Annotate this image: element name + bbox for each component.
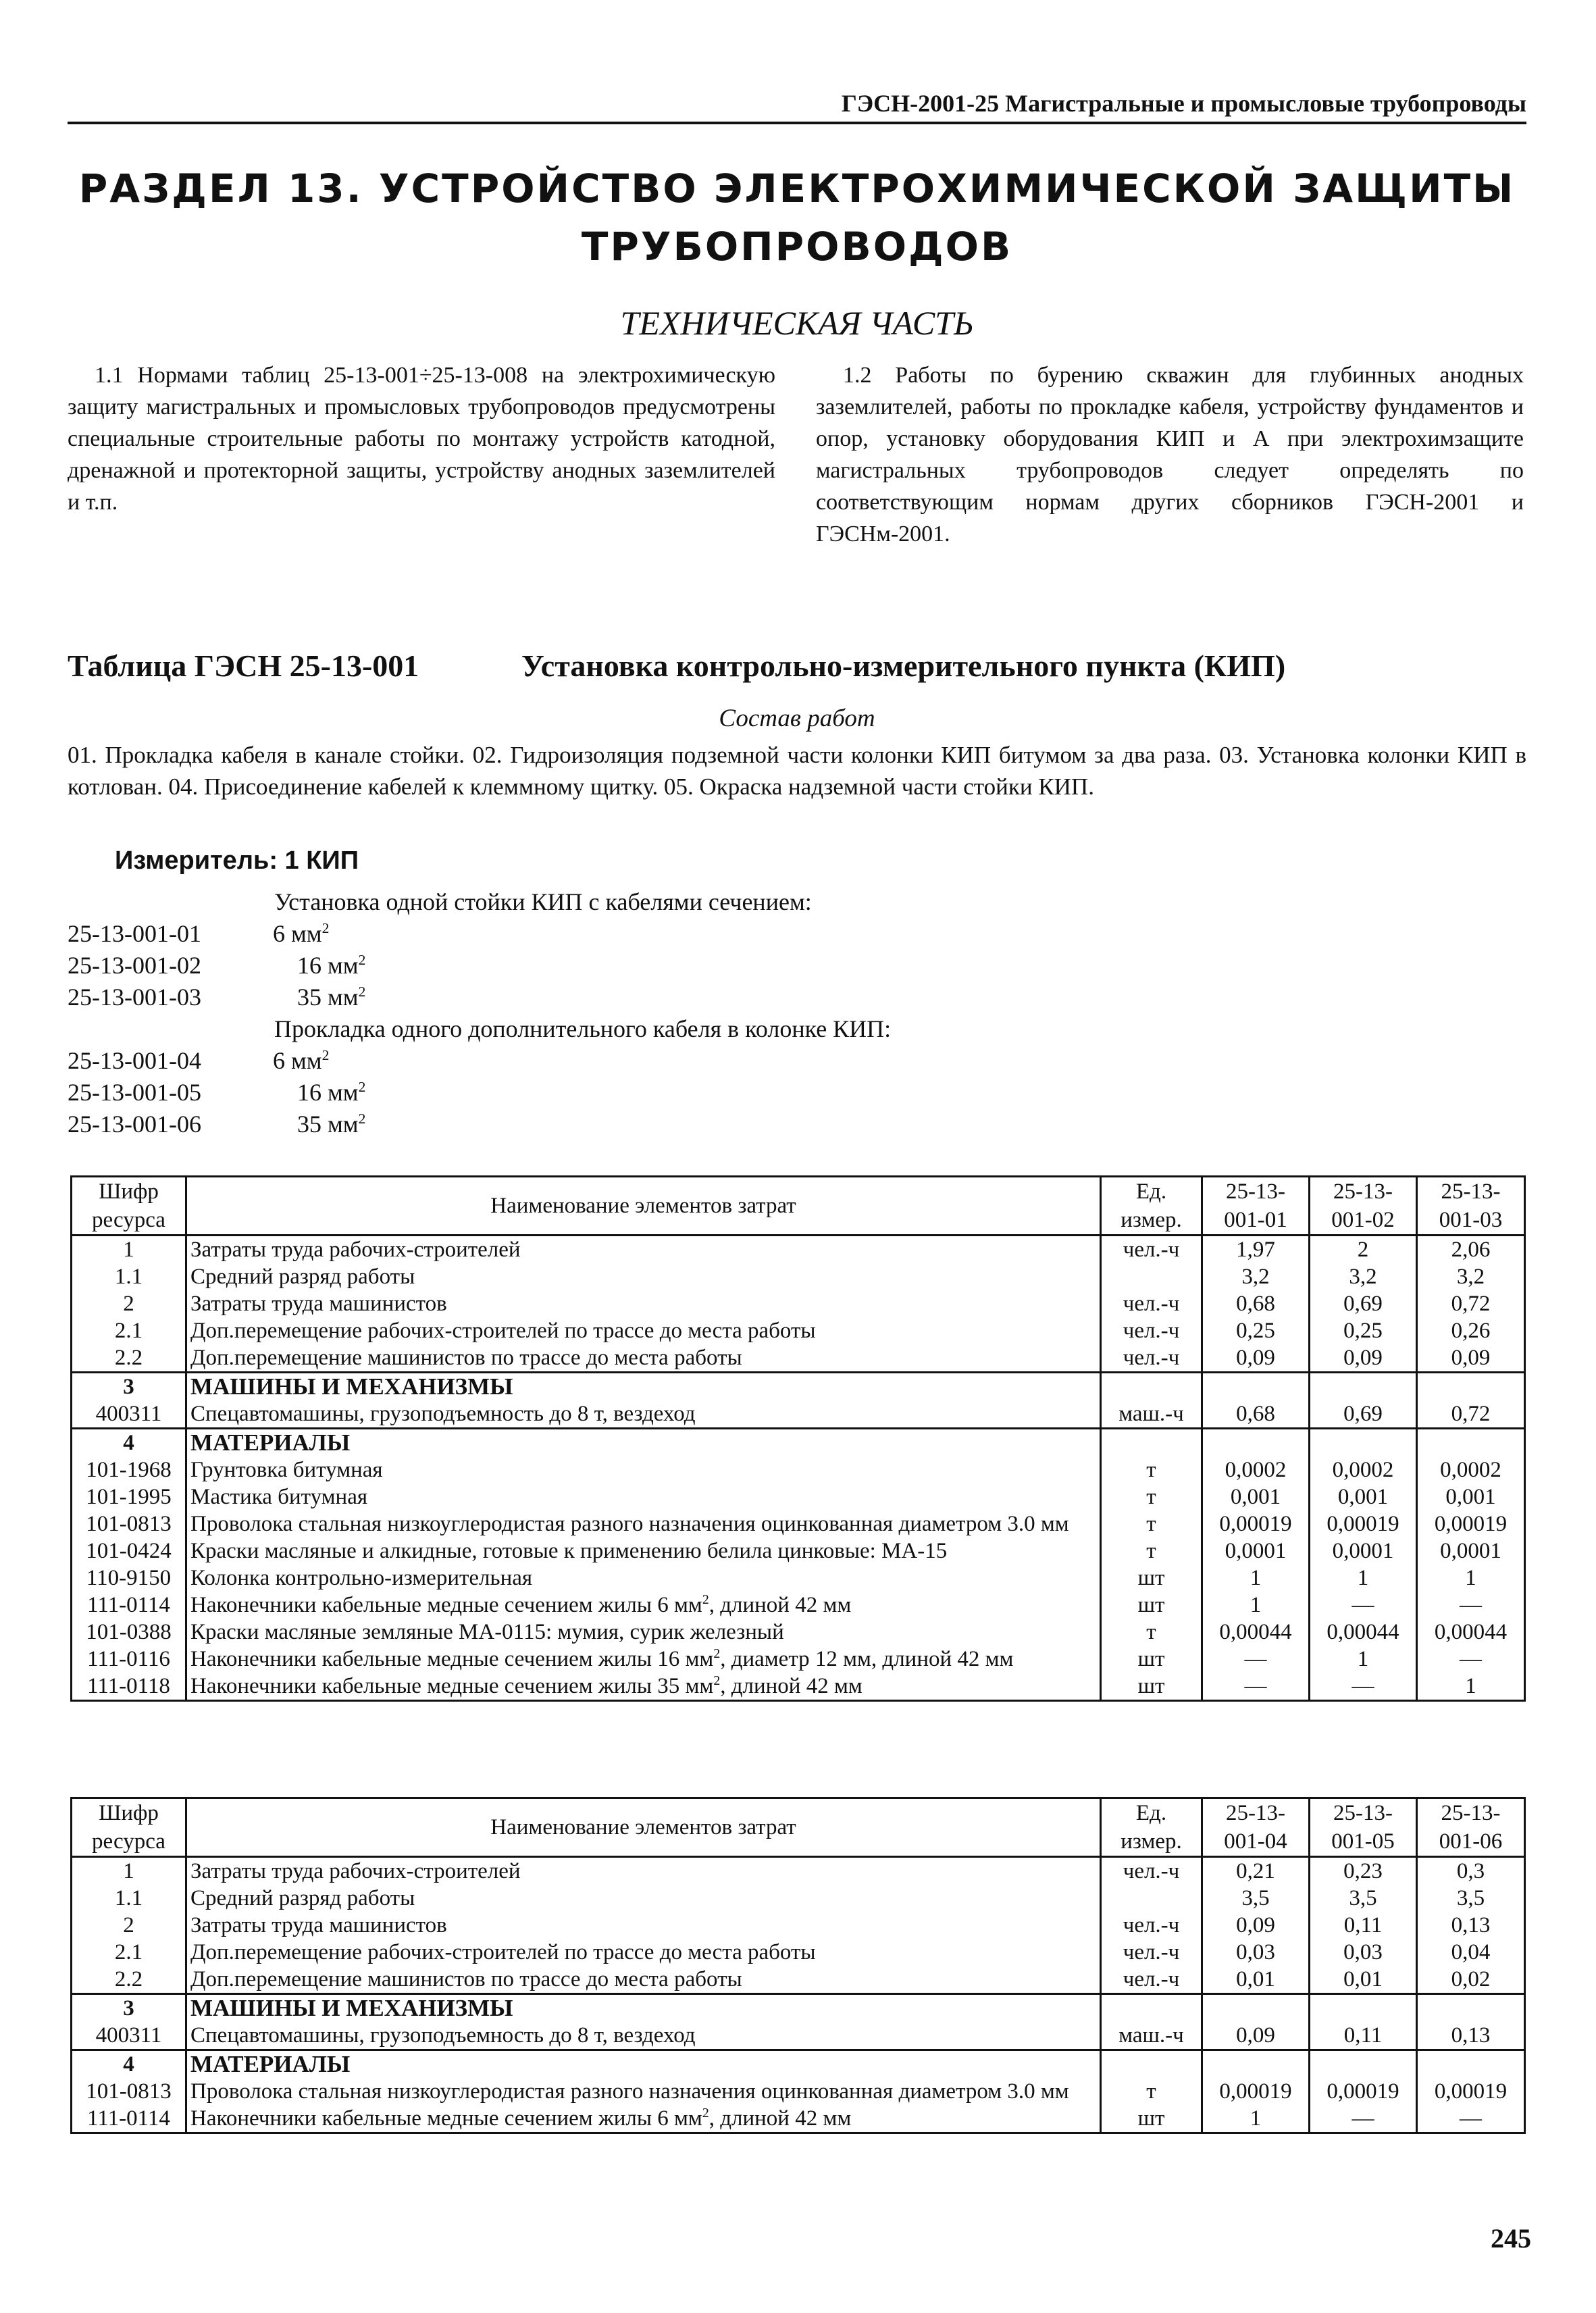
unit-cell: шт	[1101, 2105, 1202, 2133]
spec-code: 25-13-001-02	[68, 952, 201, 979]
unit-cell	[1101, 1994, 1202, 2023]
table-row	[72, 1966, 1525, 1994]
header-code: Шифр ресурса	[72, 1177, 186, 1236]
norm-value-cell: 0,03	[1310, 1939, 1417, 1966]
norm-value-cell: 0,04	[1417, 1939, 1525, 1966]
norm-value-cell: 0,001	[1310, 1483, 1417, 1510]
spec-size-value: 6	[273, 920, 285, 947]
cost-table-2	[70, 1797, 1526, 2134]
table-row	[72, 1537, 1525, 1565]
norm-value-cell: 0,00019	[1202, 1510, 1310, 1537]
norm-value-cell: 1,97	[1202, 1236, 1310, 1264]
norm-value-cell: 0,00044	[1202, 1619, 1310, 1646]
resource-code: 101-0424	[72, 1537, 186, 1565]
table-row	[72, 1673, 1525, 1701]
table-group-row	[72, 2050, 1525, 2079]
norm-value-cell: —	[1310, 1673, 1417, 1701]
spec-group-header	[68, 1013, 1526, 1045]
spec-code: 25-13-001-06	[68, 1111, 201, 1138]
resource-name: Спецавтомашины, грузоподъемность до 8 т, вездеход	[186, 1400, 1101, 1429]
norm-value-cell: 0,00044	[1417, 1619, 1525, 1646]
unit-cell: шт	[1101, 1565, 1202, 1592]
table-group-row	[72, 1429, 1525, 1457]
spec-size-unit: мм	[291, 1047, 322, 1074]
spec-code: 25-13-001-01	[68, 920, 201, 947]
table-row	[72, 1857, 1525, 1885]
resource-code: 2	[72, 1290, 186, 1317]
spec-size-power: 2	[358, 984, 366, 1000]
resource-name: Грунтовка битумная	[186, 1456, 1101, 1483]
header-unit: Ед. измер.	[1101, 1798, 1202, 1857]
spec-size-unit: мм	[328, 952, 359, 979]
unit-cell: т	[1101, 1537, 1202, 1565]
table-row	[72, 1344, 1525, 1373]
resource-code: 2.1	[72, 1317, 186, 1344]
header-code: Шифр ресурса	[72, 1798, 186, 1857]
resource-name-part: , длиной 42 мм	[709, 2106, 852, 2131]
norm-value-cell: 0,09	[1310, 1344, 1417, 1373]
group-title: МАТЕРИАЛЫ	[186, 2050, 1101, 2079]
spec-size	[273, 1045, 329, 1077]
resource-name: Краски масляные земляные МА-0115: мумия, сурик железный	[186, 1619, 1101, 1646]
norm-value-cell: 3,2	[1310, 1263, 1417, 1290]
spec-row	[68, 1077, 1526, 1109]
spec-size-power: 2	[358, 1111, 366, 1127]
spec-size-value: 35	[297, 1111, 321, 1138]
table-row	[72, 1646, 1525, 1673]
norm-value-cell: —	[1417, 2105, 1525, 2133]
norm-value-cell: 3,5	[1202, 1885, 1310, 1912]
table-row	[72, 1565, 1525, 1592]
section-title-line-1: РАЗДЕЛ 13. УСТРОЙСТВО ЭЛЕКТРОХИМИЧЕСКОЙ ЗАЩИТЫ	[78, 166, 1516, 211]
norm-value-cell: 0,69	[1310, 1400, 1417, 1429]
header-norm-col: 25-13-001-04	[1202, 1798, 1310, 1857]
resource-code: 111-0116	[72, 1646, 186, 1673]
table-row	[72, 1456, 1525, 1483]
resource-name-part: , диаметр 12 мм, длиной 42 мм	[720, 1647, 1014, 1671]
unit-cell	[1101, 1885, 1202, 1912]
table-row	[72, 1885, 1525, 1912]
cost-table-1	[70, 1175, 1526, 1702]
spec-group-title: Установка одной стойки КИП с кабелями сечением:	[274, 888, 812, 915]
norm-value-cell: —	[1310, 2105, 1417, 2133]
norm-value-cell	[1310, 2050, 1417, 2079]
norm-value-cell: 0,25	[1202, 1317, 1310, 1344]
spec-size-power: 2	[321, 1047, 330, 1063]
spec-size-unit: мм	[291, 920, 322, 947]
norm-value-cell	[1202, 2050, 1310, 2079]
table-row	[72, 1290, 1525, 1317]
unit-cell: т	[1101, 1510, 1202, 1537]
table-heading	[68, 647, 1526, 685]
unit-cell: шт	[1101, 1646, 1202, 1673]
resource-code: 111-0114	[72, 2105, 186, 2133]
resource-code: 4	[72, 1429, 186, 1457]
norm-value-cell	[1202, 1994, 1310, 2023]
resource-name: Затраты труда рабочих-строителей	[186, 1236, 1101, 1264]
resource-name-part: Наконечники кабельные медные сечением жилы 6 мм	[190, 1593, 702, 1617]
resource-name: Доп.перемещение машинистов по трассе до места работы	[186, 1344, 1101, 1373]
norm-value-cell: 0,69	[1310, 1290, 1417, 1317]
table-row	[72, 1912, 1525, 1939]
spec-size-value: 35	[297, 984, 321, 1011]
resource-code: 111-0114	[72, 1592, 186, 1619]
unit-cell: маш.-ч	[1101, 1400, 1202, 1429]
norm-value-cell	[1310, 1994, 1417, 2023]
norm-value-cell: 1	[1417, 1673, 1525, 1701]
norm-value-cell: 0,13	[1417, 2022, 1525, 2050]
spec-size	[297, 982, 365, 1013]
spec-size	[273, 918, 329, 950]
table-group-row	[72, 1994, 1525, 2023]
norm-value-cell: 0,00019	[1417, 2078, 1525, 2105]
norm-value-cell: 1	[1202, 1565, 1310, 1592]
resource-name-part: , длиной 42 мм	[709, 1593, 852, 1617]
unit-cell	[1101, 2050, 1202, 2079]
table-row	[72, 2078, 1525, 2105]
table-row	[72, 1510, 1525, 1537]
norm-value-cell: 1	[1202, 1592, 1310, 1619]
meter-label: Измеритель: 1 КИП	[115, 846, 359, 875]
spec-row	[68, 918, 1526, 950]
header-norm-col: 25-13-001-03	[1417, 1177, 1525, 1236]
header-norm-col: 25-13-001-05	[1310, 1798, 1417, 1857]
norm-value-cell: 3,5	[1417, 1885, 1525, 1912]
spec-size-power: 2	[358, 1079, 366, 1095]
header-norm-col: 25-13-001-06	[1417, 1798, 1525, 1857]
unit-cell	[1101, 1373, 1202, 1401]
resource-code: 101-1968	[72, 1456, 186, 1483]
norm-value-cell: 0,01	[1202, 1966, 1310, 1994]
norm-value-cell: 0,72	[1417, 1290, 1525, 1317]
norm-value-cell: 1	[1310, 1565, 1417, 1592]
unit-cell: чел.-ч	[1101, 1912, 1202, 1939]
norm-value-cell: 0,13	[1417, 1912, 1525, 1939]
spec-code: 25-13-001-03	[68, 984, 201, 1011]
spec-row	[68, 982, 1526, 1013]
norm-value-cell: 0,11	[1310, 1912, 1417, 1939]
norm-value-cell: 0,03	[1202, 1939, 1310, 1966]
norm-value-cell: 3,2	[1417, 1263, 1525, 1290]
norm-value-cell: 0,26	[1417, 1317, 1525, 1344]
unit-cell: шт	[1101, 1592, 1202, 1619]
norm-value-cell	[1202, 1429, 1310, 1457]
resource-code: 1	[72, 1857, 186, 1885]
norm-value-cell: 0,68	[1202, 1290, 1310, 1317]
resource-code: 101-0813	[72, 2078, 186, 2105]
norm-value-cell: 0,25	[1310, 1317, 1417, 1344]
resource-code: 101-0388	[72, 1619, 186, 1646]
header-norm-col: 25-13-001-01	[1202, 1177, 1310, 1236]
spec-size	[297, 1077, 365, 1109]
resource-name: Доп.перемещение рабочих-строителей по трассе до места работы	[186, 1317, 1101, 1344]
norm-value-cell: 0,0002	[1310, 1456, 1417, 1483]
resource-name-power: 2	[702, 2106, 709, 2120]
norm-value-cell	[1310, 1373, 1417, 1401]
table-row	[72, 1400, 1525, 1429]
norm-value-cell: 0,01	[1310, 1966, 1417, 1994]
resource-name: Краски масляные и алкидные, готовые к применению белила цинковые: МА-15	[186, 1537, 1101, 1565]
header-name: Наименование элементов затрат	[186, 1177, 1101, 1236]
resource-code: 1.1	[72, 1263, 186, 1290]
norm-value-cell: 0,00044	[1310, 1619, 1417, 1646]
norm-value-cell	[1417, 2050, 1525, 2079]
resource-name: Проволока стальная низкоуглеродистая разного назначения оцинкованная диаметром 3.0 мм	[186, 2078, 1101, 2105]
resource-name: Мастика битумная	[186, 1483, 1101, 1510]
table-header-row	[72, 1798, 1525, 1857]
norm-value-cell: 0,68	[1202, 1400, 1310, 1429]
spec-size-value: 16	[297, 952, 321, 979]
header-name: Наименование элементов затрат	[186, 1798, 1101, 1857]
norm-value-cell: 0,02	[1417, 1966, 1525, 1994]
spec-size-unit: мм	[328, 1079, 359, 1106]
norm-value-cell: 1	[1417, 1565, 1525, 1592]
resource-code: 400311	[72, 2022, 186, 2050]
unit-cell: т	[1101, 2078, 1202, 2105]
header-norm-col: 25-13-001-02	[1310, 1177, 1417, 1236]
unit-cell: чел.-ч	[1101, 1344, 1202, 1373]
spec-size-unit: мм	[328, 984, 359, 1011]
resource-code: 110-9150	[72, 1565, 186, 1592]
spec-size-power: 2	[321, 920, 330, 936]
resource-code: 1.1	[72, 1885, 186, 1912]
resource-name: Проволока стальная низкоуглеродистая разного назначения оцинкованная диаметром 3.0 мм	[186, 1510, 1101, 1537]
technical-paragraph-2: 1.2 Работы по бурению скважин для глубинных анодных заземлителей, работы по прокладке кабеля, устройству фундаментов и опор, установку оборудования КИП и А при электрохимзащите магистральных трубопроводов следует определять по соответствующим нормам других сборников ГЭСН-2001 и ГЭСНм-2001.	[816, 363, 1524, 547]
resource-name: Доп.перемещение машинистов по трассе до места работы	[186, 1966, 1101, 1994]
spec-size-unit: мм	[328, 1111, 359, 1138]
table-header-row	[72, 1177, 1525, 1236]
table-row	[72, 2022, 1525, 2050]
table-row	[72, 1236, 1525, 1264]
norm-value-cell	[1417, 1429, 1525, 1457]
composition-text: 01. Прокладка кабеля в канале стойки. 02. Гидроизоляция подземной части колонки КИП битумом за два раза. 03. Установка колонки КИП в котлован. 04. Присоединение кабелей к клеммному щитку. 05. Окраска надземной части стойки КИП.	[68, 742, 1526, 800]
spec-size-value: 6	[273, 1047, 285, 1074]
resource-code: 400311	[72, 1400, 186, 1429]
resource-name	[186, 1592, 1101, 1619]
resource-code: 111-0118	[72, 1673, 186, 1701]
resource-code: 2.2	[72, 1966, 186, 1994]
norm-value-cell: 0,09	[1202, 1344, 1310, 1373]
resource-code: 3	[72, 1994, 186, 2023]
technical-paragraph-1: 1.1 Нормами таблиц 25-13-001÷25-13-008 на электрохимическую защиту магистральных и промысловых трубопроводов предусмотрены специальные строительные работы по монтажу устройств катодной, дренажной и протекторной защиты, устройству анодных заземлителей и т.п.	[68, 363, 775, 515]
table-row	[72, 1483, 1525, 1510]
norm-value-cell: 0,72	[1417, 1400, 1525, 1429]
spec-size-power: 2	[358, 952, 366, 968]
norm-value-cell: 0,09	[1417, 1344, 1525, 1373]
section-title	[68, 159, 1526, 276]
norm-value-cell: 1	[1202, 2105, 1310, 2133]
unit-cell: маш.-ч	[1101, 2022, 1202, 2050]
resource-code: 2.1	[72, 1939, 186, 1966]
spec-code: 25-13-001-04	[68, 1047, 201, 1074]
table-row	[72, 1619, 1525, 1646]
unit-cell: чел.-ч	[1101, 1857, 1202, 1885]
resource-name: Затраты труда машинистов	[186, 1912, 1101, 1939]
norm-value-cell: —	[1417, 1646, 1525, 1673]
norm-value-cell: 0,23	[1310, 1857, 1417, 1885]
group-title: МАТЕРИАЛЫ	[186, 1429, 1101, 1457]
table-row	[72, 2105, 1525, 2133]
resource-code: 2.2	[72, 1344, 186, 1373]
norm-value-cell: 0,0001	[1417, 1537, 1525, 1565]
norm-value-cell: 0,0002	[1202, 1456, 1310, 1483]
header-unit: Ед. измер.	[1101, 1177, 1202, 1236]
spec-row	[68, 1045, 1526, 1077]
resource-name: Спецавтомашины, грузоподъемность до 8 т, вездеход	[186, 2022, 1101, 2050]
resource-code: 101-1995	[72, 1483, 186, 1510]
resource-name-power: 2	[713, 1646, 721, 1661]
table-group-row	[72, 1373, 1525, 1401]
norm-value-cell: 3,2	[1202, 1263, 1310, 1290]
spec-size-value: 16	[297, 1079, 321, 1106]
norm-value-cell: 0,0002	[1417, 1456, 1525, 1483]
norm-value-cell: —	[1310, 1592, 1417, 1619]
unit-cell	[1101, 1263, 1202, 1290]
spec-row	[68, 950, 1526, 982]
spec-size	[297, 950, 365, 982]
unit-cell: чел.-ч	[1101, 1939, 1202, 1966]
unit-cell: чел.-ч	[1101, 1290, 1202, 1317]
norm-value-cell: 1	[1310, 1646, 1417, 1673]
resource-name: Колонка контрольно-измерительная	[186, 1565, 1101, 1592]
spec-code: 25-13-001-05	[68, 1079, 201, 1106]
resource-name-part: Наконечники кабельные медные сечением жилы 35 мм	[190, 1674, 714, 1698]
norm-value-cell: 0,3	[1417, 1857, 1525, 1885]
unit-cell: шт	[1101, 1673, 1202, 1701]
norm-value-cell: 0,09	[1202, 2022, 1310, 2050]
norm-value-cell	[1417, 1994, 1525, 2023]
norm-value-cell: —	[1202, 1673, 1310, 1701]
unit-cell: т	[1101, 1456, 1202, 1483]
unit-cell: чел.-ч	[1101, 1966, 1202, 1994]
table-code: Таблица ГЭСН 25-13-001	[68, 649, 419, 683]
norm-value-cell: 0,00019	[1310, 1510, 1417, 1537]
resource-name	[186, 1646, 1101, 1673]
section-title-line-2: ТРУБОПРОВОДОВ	[581, 224, 1013, 270]
spec-group-title: Прокладка одного дополнительного кабеля в колонке КИП:	[274, 1015, 892, 1042]
resource-name-power: 2	[702, 1592, 709, 1607]
resource-name	[186, 2105, 1101, 2133]
running-header: ГЭСН-2001-25 Магистральные и промысловые трубопроводы	[68, 88, 1526, 124]
norm-value-cell: 0,00019	[1417, 1510, 1525, 1537]
technical-part-title: ТЕХНИЧЕСКАЯ ЧАСТЬ	[620, 304, 974, 342]
unit-cell	[1101, 1429, 1202, 1457]
resource-name: Затраты труда машинистов	[186, 1290, 1101, 1317]
resource-name: Затраты труда рабочих-строителей	[186, 1857, 1101, 1885]
resource-code: 101-0813	[72, 1510, 186, 1537]
table-row	[72, 1317, 1525, 1344]
norm-value-cell: 0,0001	[1202, 1537, 1310, 1565]
resource-name: Доп.перемещение рабочих-строителей по трассе до места работы	[186, 1939, 1101, 1966]
norm-value-cell	[1417, 1373, 1525, 1401]
spec-row	[68, 1109, 1526, 1140]
resource-name: Средний разряд работы	[186, 1263, 1101, 1290]
resource-code: 4	[72, 2050, 186, 2079]
norm-value-cell: 2	[1310, 1236, 1417, 1264]
unit-cell: чел.-ч	[1101, 1236, 1202, 1264]
norm-value-cell: 2,06	[1417, 1236, 1525, 1264]
table-row	[72, 1939, 1525, 1966]
group-title: МАШИНЫ И МЕХАНИЗМЫ	[186, 1994, 1101, 2023]
norm-value-cell: 0,001	[1417, 1483, 1525, 1510]
resource-name	[186, 1673, 1101, 1701]
table-row	[72, 1263, 1525, 1290]
resource-code: 2	[72, 1912, 186, 1939]
norm-value-cell: 3,5	[1310, 1885, 1417, 1912]
page-number: 245	[1491, 2223, 1531, 2254]
norm-value-cell: 0,0001	[1310, 1537, 1417, 1565]
spec-group-header	[68, 886, 1526, 918]
resource-name-part: Наконечники кабельные медные сечением жилы 16 мм	[190, 1647, 714, 1671]
resource-name-power: 2	[713, 1673, 721, 1688]
norm-value-cell	[1310, 1429, 1417, 1457]
norm-value-cell: 0,21	[1202, 1857, 1310, 1885]
norm-value-cell: 0,00019	[1310, 2078, 1417, 2105]
norm-value-cell: 0,09	[1202, 1912, 1310, 1939]
group-title: МАШИНЫ И МЕХАНИЗМЫ	[186, 1373, 1101, 1401]
norm-value-cell: —	[1417, 1592, 1525, 1619]
resource-name: Средний разряд работы	[186, 1885, 1101, 1912]
spec-size	[297, 1109, 365, 1140]
unit-cell: чел.-ч	[1101, 1317, 1202, 1344]
table-row	[72, 1592, 1525, 1619]
composition-title: Состав работ	[719, 705, 875, 732]
norm-value-cell: —	[1202, 1646, 1310, 1673]
resource-name-part: , длиной 42 мм	[720, 1674, 863, 1698]
norm-value-cell: 0,11	[1310, 2022, 1417, 2050]
table-title: Установка контрольно-измерительного пункта (КИП)	[521, 649, 1286, 683]
unit-cell: т	[1101, 1483, 1202, 1510]
norm-value-cell	[1202, 1373, 1310, 1401]
norm-spec-list	[68, 886, 1526, 1140]
unit-cell: т	[1101, 1619, 1202, 1646]
resource-name-part: Наконечники кабельные медные сечением жилы 6 мм	[190, 2106, 702, 2131]
norm-value-cell: 0,001	[1202, 1483, 1310, 1510]
resource-code: 3	[72, 1373, 186, 1401]
norm-value-cell: 0,00019	[1202, 2078, 1310, 2105]
resource-code: 1	[72, 1236, 186, 1264]
